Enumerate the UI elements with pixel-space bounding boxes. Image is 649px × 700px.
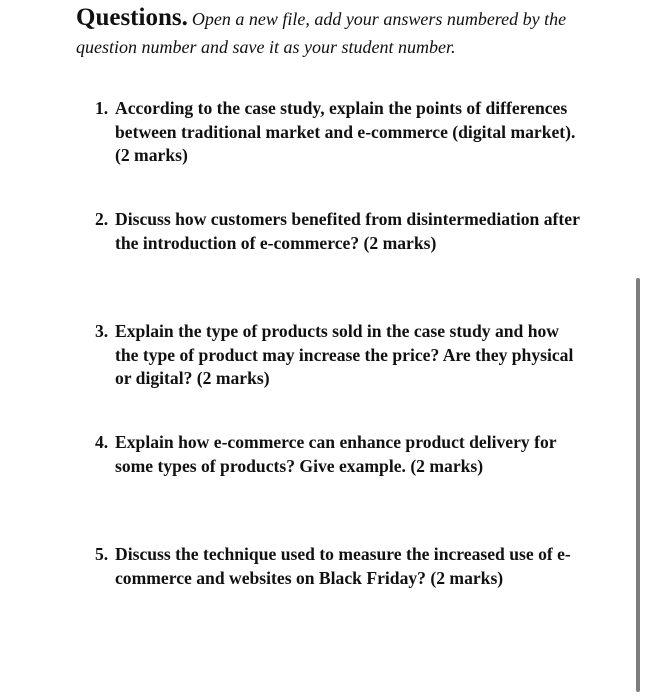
section-title: Questions. bbox=[76, 4, 188, 31]
questions-header bbox=[76, 4, 596, 62]
question-3 bbox=[95, 320, 585, 391]
question-text: Explain the type of products sold in the case study and how the type of product may increase the price? Are they physical or digital? (2 marks) bbox=[115, 321, 574, 388]
question-number: 4. bbox=[95, 432, 109, 452]
question-5 bbox=[95, 543, 585, 590]
vertical-scrollbar[interactable] bbox=[636, 278, 640, 692]
question-4 bbox=[95, 431, 585, 478]
question-number: 1. bbox=[95, 98, 109, 118]
question-text: Discuss the technique used to measure the increased use of e-commerce and websites on Black Friday? (2 marks) bbox=[115, 544, 571, 588]
question-number: 3. bbox=[95, 321, 109, 341]
question-text: Explain how e-commerce can enhance product delivery for some types of products? Give example. (2 marks) bbox=[115, 432, 557, 476]
question-text: According to the case study, explain the points of differences between traditional market and e-commerce (digital market). (2 marks) bbox=[115, 98, 576, 165]
question-number: 2. bbox=[95, 209, 109, 229]
question-1 bbox=[95, 97, 585, 168]
question-text: Discuss how customers benefited from disintermediation after the introduction of e-commerce? (2 marks) bbox=[115, 209, 580, 253]
question-number: 5. bbox=[95, 544, 109, 564]
question-2 bbox=[95, 208, 585, 255]
instructions-text: Open a new file, add your answers numbered by the question number and save it as your student number. bbox=[76, 9, 567, 57]
